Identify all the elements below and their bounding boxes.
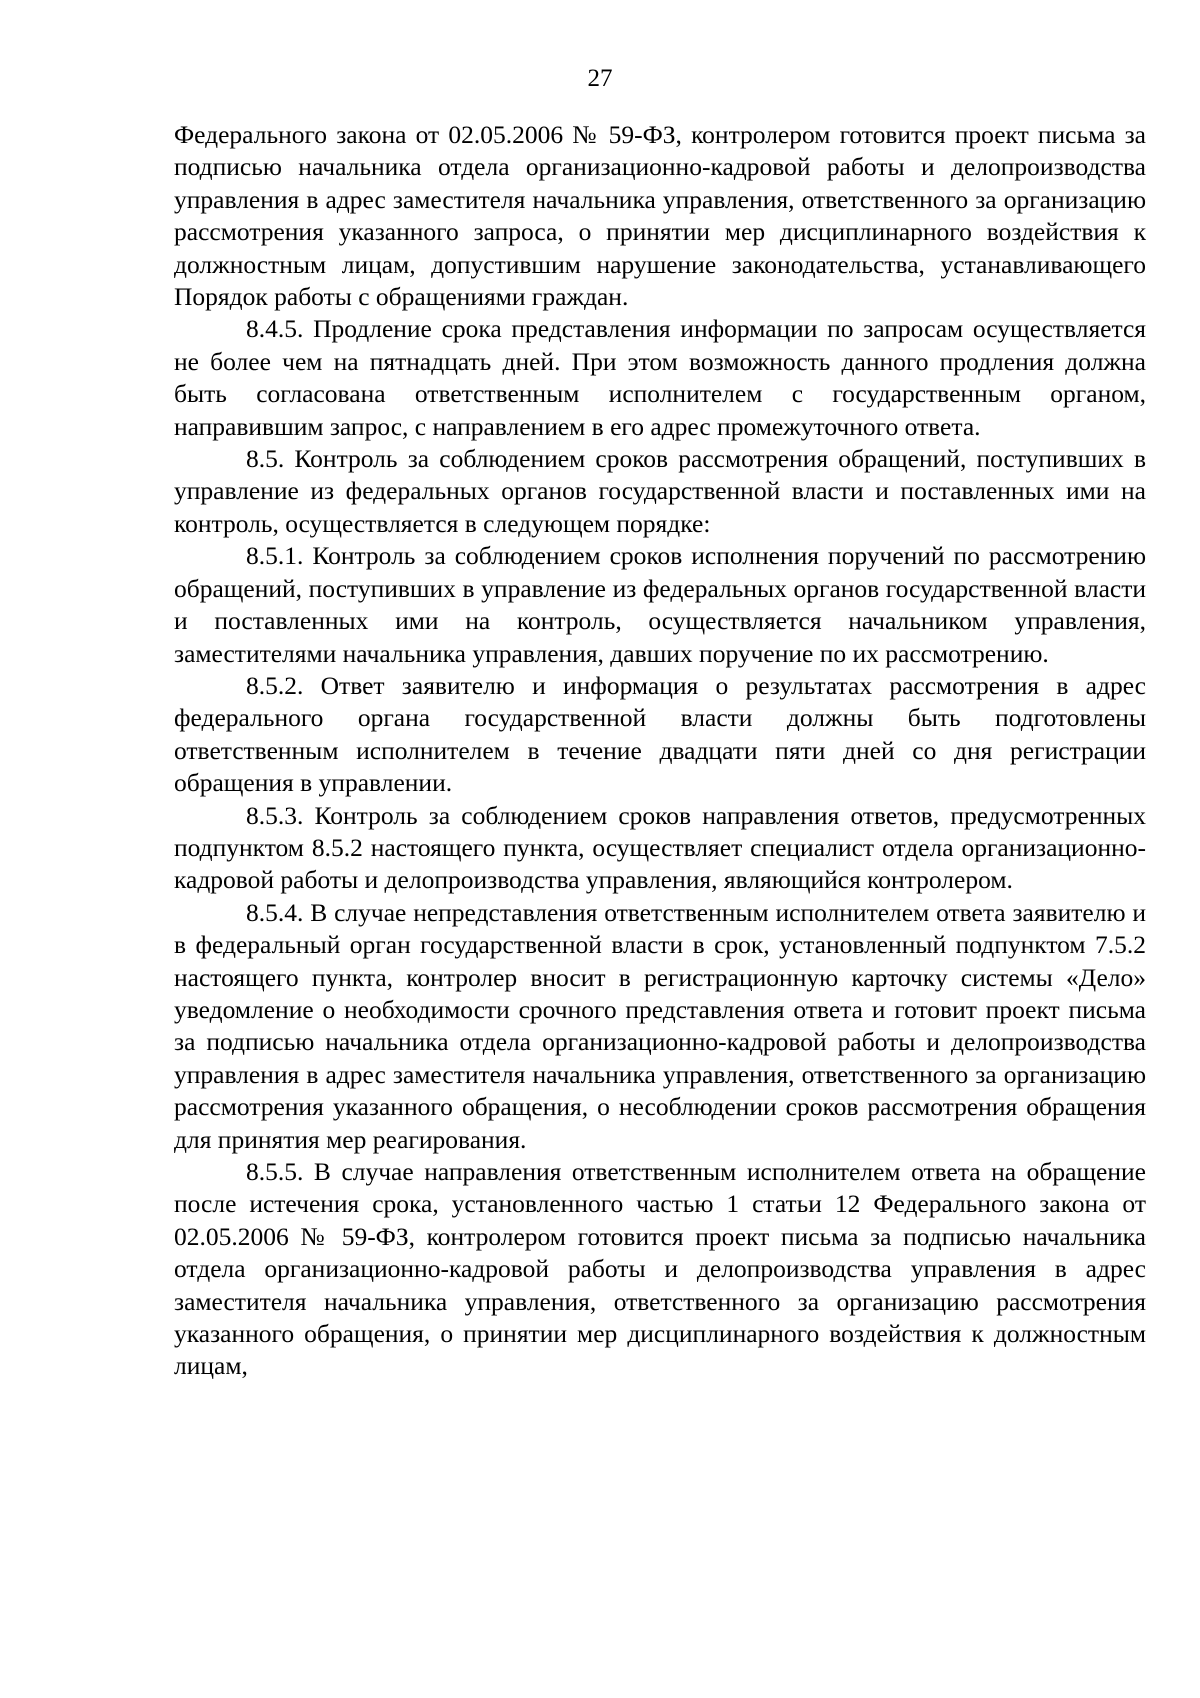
- paragraph-8-4-5: 8.4.5. Продление срока представления информации по запросам осуществляется не более чем на пятнадцать дней. При этом возможность данного продления должна быть согласована ответственным исполнителем с государственным органом, направившим запрос, с направлением в его адрес промежуточного ответа.: [174, 314, 1146, 441]
- paragraph-8-5: 8.5. Контроль за соблюдением сроков рассмотрения обращений, поступивших в управление из федеральных органов государственной власти и поставленных ими на контроль, осуществляется в следующем порядке:: [174, 444, 1146, 538]
- paragraph-8-5-5: 8.5.5. В случае направления ответственным исполнителем ответа на обращение после истечения срока, установленного частью 1 статьи 12 Федерального закона от 02.05.2006 № 59-ФЗ, контролером готовится проект письма за подписью начальника отдела организационно-кадровой работы и делопроизводства управления в адрес заместителя начальника управления, ответственного за организацию рассмотрения указанного обращения, о принятии мер дисциплинарного воздействия к должностным лицам,: [174, 1157, 1146, 1381]
- paragraph-continuation: Федерального закона от 02.05.2006 № 59-ФЗ, контролером готовится проект письма за подписью начальника отдела организационно-кадровой работы и делопроизводства управления в адрес заместителя начальника управления, ответственного за организацию рассмотрения указанного запроса, о принятии мер дисциплинарного воздействия к должностным лицам, допустившим нарушение законодательства, устанавливающего Порядок работы с обращениями граждан.: [174, 120, 1146, 312]
- paragraph-8-5-1: 8.5.1. Контроль за соблюдением сроков исполнения поручений по рассмотрению обращений, поступивших в управление из федеральных органов государственной власти и поставленных ими на контроль, осуществляется начальником управления, заместителями начальника управления, давших поручение по их рассмотрению.: [174, 541, 1146, 668]
- paragraph-8-5-3: 8.5.3. Контроль за соблюдением сроков направления ответов, предусмотренных подпунктом 8.5.2 настоящего пункта, осуществляет специалист отдела организационно-кадровой работы и делопроизводства управления, являющийся контролером.: [174, 800, 1146, 895]
- paragraph-8-5-4: 8.5.4. В случае непредставления ответственным исполнителем ответа заявителю и в федеральный орган государственной власти в срок, установленный подпунктом 7.5.2 настоящего пункта, контролер вносит в регистрационную карточку системы «Дело» уведомление о необходимости срочного представления ответа и готовит проект письма за подписью начальника отдела организационно-кадровой работы и делопроизводства управления в адрес заместителя начальника управления, ответственного за организацию рассмотрения указанного обращения, о несоблюдении сроков рассмотрения обращения для принятия мер реагирования.: [174, 897, 1146, 1154]
- paragraph-8-5-2: 8.5.2. Ответ заявителю и информация о результатах рассмотрения в адрес федерального органа государственной власти должны быть подготовлены ответственным исполнителем в течение двадцати пяти дней со дня регистрации обращения в управлении.: [174, 670, 1146, 798]
- page-number: 27: [587, 65, 613, 92]
- document-body: [174, 119, 1146, 1383]
